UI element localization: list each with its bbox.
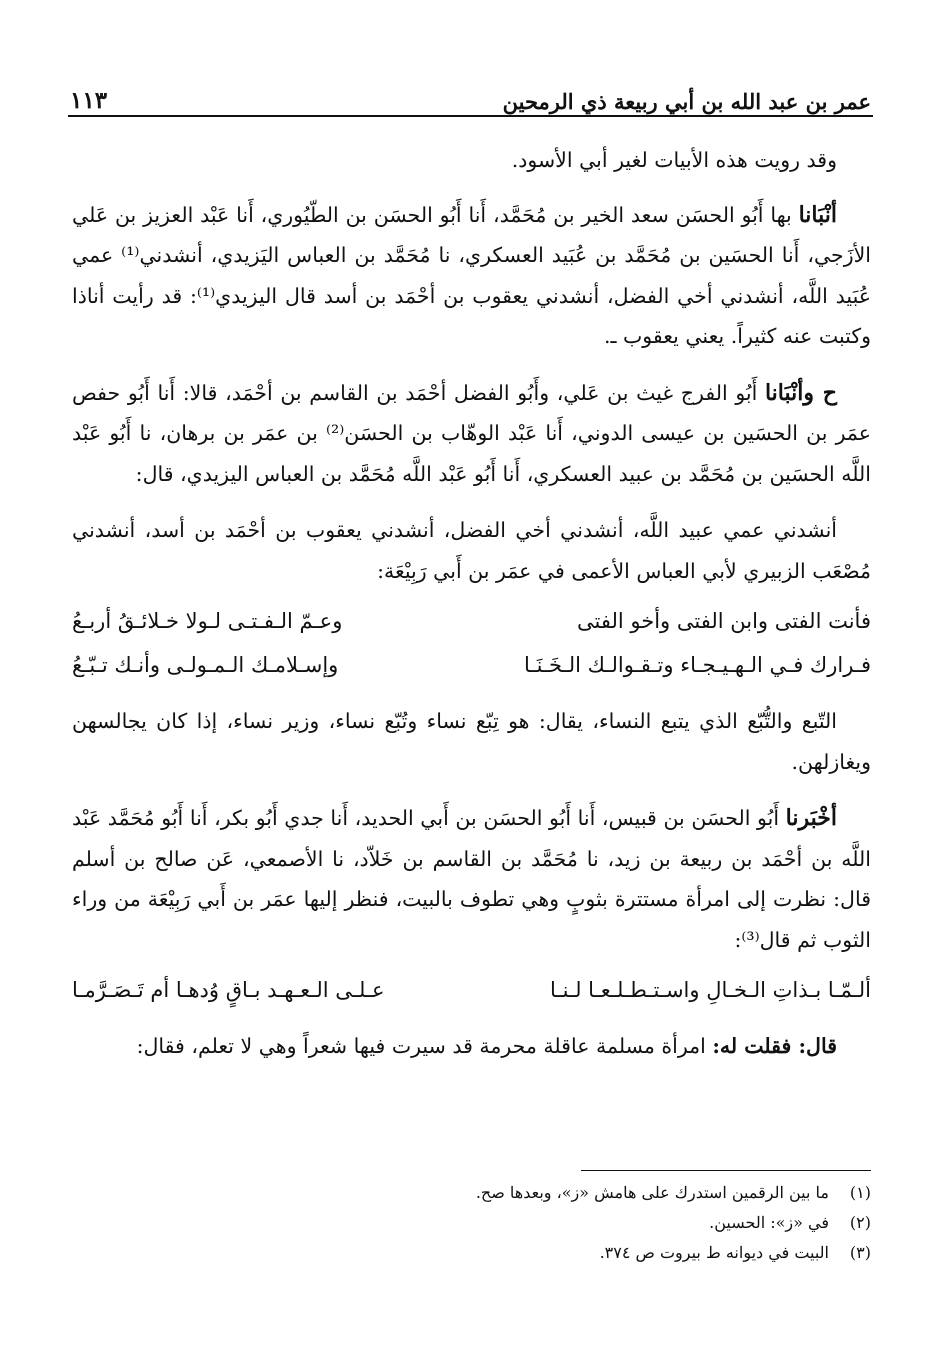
footnote-number: (٢) (849, 1213, 871, 1232)
paragraph-text: بها أَبُو الحسَن سعد الخير بن مُحَمَّد، أَنا أَبُو الحسَن بن الطّيُوري، أَنا عَبْد العزيز بن عَلي الأزَجي، أَنا الحسَين بن مُحَمَّد بن عُبَيد العسكري، نا مُحَمَّد بن العباس اليَزيدي، أنشدني⁽¹⁾ عمي عُبَيد اللَّه، أنشدني أخي الفضل، أنشدني يعقوب بن أحْمَد بن أسد قال اليزيدي⁽¹⁾: قد رأيت أناذا وكتبت عنه كثيراً. يعني يعقوب ـ. (72, 202, 871, 348)
verse-second-hemistich: عـلـى الـعـهـد بـاقٍ وُدهـا أم تَـصَـرَّمـا (72, 977, 385, 1002)
footnote-rule (581, 1170, 871, 1171)
verse-first-hemistich: فـرارك فـي الـهـيـجـاء وتـقـوالـك الـخَـنَـا (524, 652, 871, 677)
running-header (70, 78, 871, 114)
paragraph-text: امرأة مسلمة عاقلة محرمة قد سيرت فيها شعراً وهي لا تعلم، فقال: (136, 1034, 713, 1058)
running-title: عمر بن عبد الله بن أبي ربيعة ذي الرمحين (502, 89, 871, 114)
footnote-text: البيت في ديوانه ط بيروت ص ٣٧٤. (599, 1243, 829, 1262)
paragraph-text: أَبُو الفرج غيث بن عَلي، وأَبُو الفضل أحْمَد بن القاسم بن أحْمَد، قالا: أَنا أَبُو حفص عمَر بن الحسَين بن عيسى الدوني، أَنا عَبْد الوهّاب بن الحسَن⁽²⁾ بن عمَر بن برهان، نا أَبُو عَبْد اللَّه الحسَين بن مُحَمَّد بن عبيد العسكري، أَنا أَبُو عَبْد اللَّه مُحَمَّد بن العباس اليزيدي، قال: (72, 380, 871, 486)
paragraph-1: وقد رويت هذه الأبيات لغير أبي الأسود. (511, 148, 837, 172)
footnote-number: (٣) (849, 1243, 871, 1262)
poem-2 (72, 968, 871, 1012)
isnad-keyword: أخْبَرنا (785, 805, 837, 831)
paragraph-3 (72, 373, 871, 495)
verse-line (72, 643, 871, 687)
footnote (70, 1178, 871, 1208)
paragraph-7 (72, 1026, 871, 1067)
footnotes (70, 1178, 871, 1268)
verse-first-hemistich: ألـمّـا بـذاتِ الـخـالِ واسـتـطـلـعـا لـنـا (550, 977, 871, 1002)
verse-second-hemistich: وعـمّ الـفـتـى لـولا خـلائـقُ أربـعُ (72, 608, 343, 633)
paragraph-text: أَبُو الحسَن بن قبيس، أَنا أَبُو الحسَن بن أَبي الحديد، أَنا جدي أَبُو بكر، أَنا أَبُو مُحَمَّد عَبْد اللَّه بن أحْمَد بن ربيعة بن زيد، نا مُحَمَّد بن القاسم بن خَلاّد، نا الأصمعي، عَن صالح بن أسلم قال: نظرت إلى امرأة مستترة بثوبٍ وهي تطوف بالبيت، فنظر إليها عمَر بن أَبي رَبِيْعَة من وراء الثوب ثم قال⁽³⁾: (72, 806, 871, 952)
footnote (70, 1208, 871, 1238)
verse-line (72, 968, 871, 1012)
poem-1 (72, 599, 871, 687)
isnad-keyword: ح وأنْبَانا (764, 379, 837, 406)
verse-second-hemistich: وإسـلامـك الـمـولـى وأنـك تـبّـعُ (72, 652, 339, 677)
verse-first-hemistich: فأنت الفتى وابن الفتى وأخو الفتى (577, 608, 871, 633)
page-number: ١١٣ (70, 87, 108, 114)
footnote-text: في «ز»: الحسين. (709, 1213, 829, 1232)
isnad-keyword: أنْبَانا (798, 201, 837, 228)
paragraph-5: التّبع والتُّبّع الذي يتبع النساء، يقال: هو تِبّع نساء وتُبّع نساء، وزير نساء، إذا كان يجالسهن ويغازلهن. (72, 709, 871, 774)
footnote (70, 1238, 871, 1268)
footnote-text: ما بين الرقمين استدرك على هامش «ز»، وبعدها صح. (475, 1183, 829, 1202)
paragraph-6 (72, 798, 871, 960)
main-text (72, 140, 871, 1083)
header-rule (68, 115, 873, 117)
verse-line (72, 599, 871, 643)
paragraph-4: أنشدني عمي عبيد اللَّه، أنشدني أخي الفضل، أنشدني يعقوب بن أحْمَد بن أسد، أنشدني مُصْعَب الزبيري لأبي العباس الأعمى في عمَر بن أَبي رَبِيْعَة: (72, 518, 871, 583)
speech-keyword: قال: فقلت له: (712, 1034, 837, 1058)
footnote-number: (١) (849, 1183, 871, 1202)
paragraph-2 (72, 195, 871, 357)
